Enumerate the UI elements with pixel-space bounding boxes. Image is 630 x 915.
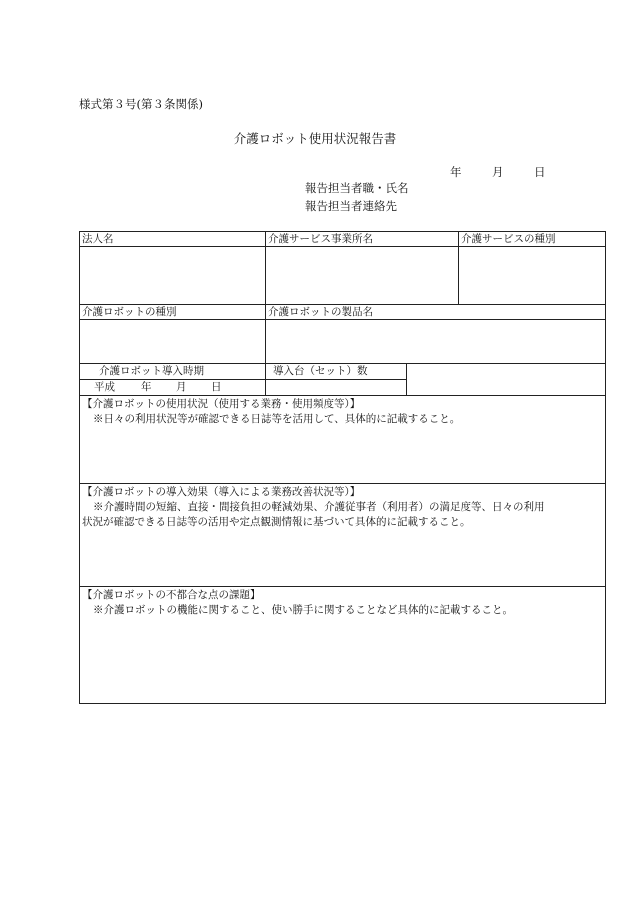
robot-type-label: 介護ロボットの種別 <box>82 306 177 318</box>
table-border-right <box>605 231 606 704</box>
intro-period-label: 介護ロボット導入時期 <box>99 365 204 377</box>
date-day: 日 <box>534 165 546 179</box>
service-type-field[interactable] <box>459 247 605 304</box>
facility-label: 介護サービス事業所名 <box>268 233 373 245</box>
report-date <box>450 167 546 179</box>
section-divider <box>79 586 606 587</box>
reporter-contact-label: 報告担当者連絡先 <box>305 199 397 213</box>
product-name-field[interactable] <box>266 320 605 363</box>
usage-heading: 【介護ロボットの使用状況（使用する業務・使用頻度等）】 <box>82 398 361 410</box>
issues-note: ※介護ロボットの機能に関すること、使い勝手に関することなど具体的に記載すること。 <box>93 604 513 616</box>
unit-count-label: 導入台（セット）数 <box>273 365 368 377</box>
effect-note-line2: 状況が確認できる日誌等の活用や定点観測情報に基づいて具体的に記載すること。 <box>82 516 471 528</box>
intro-date[interactable] <box>94 381 222 394</box>
intro-date-month: 月 <box>176 381 187 393</box>
usage-note: ※日々の利用状況等が確認できる日誌等を活用して、具体的に記載すること。 <box>93 413 461 425</box>
table-border-bottom <box>79 703 606 704</box>
table-border-top <box>79 231 606 232</box>
section-divider <box>79 483 606 484</box>
unit-count-extra-field[interactable] <box>407 364 605 395</box>
form-number: 様式第３号(第３条関係) <box>79 97 203 111</box>
facility-field[interactable] <box>266 247 458 304</box>
document-title: 介護ロボット使用状況報告書 <box>233 131 397 146</box>
product-name-label: 介護ロボットの製品名 <box>268 306 373 318</box>
date-month: 月 <box>492 165 504 179</box>
row-divider <box>79 395 606 396</box>
unit-count-field[interactable] <box>266 380 406 395</box>
corporation-field[interactable] <box>80 247 265 304</box>
effect-note-line1: ※介護時間の短縮、直接・間接負担の軽減効果、介護従事者（利用者）の満足度等、日々の利用 <box>93 501 545 513</box>
corporation-label: 法人名 <box>82 233 114 245</box>
date-year: 年 <box>450 165 462 179</box>
intro-date-day: 日 <box>211 381 222 393</box>
intro-date-era: 平成 <box>94 381 115 393</box>
reporter-name-label: 報告担当者職・氏名 <box>305 181 409 195</box>
effect-heading: 【介護ロボットの導入効果（導入による業務改善状況等）】 <box>82 486 361 498</box>
intro-date-year: 年 <box>141 381 152 393</box>
row-divider <box>79 304 606 305</box>
issues-field[interactable] <box>80 619 605 703</box>
robot-type-field[interactable] <box>80 320 265 363</box>
effect-field[interactable] <box>80 531 605 586</box>
usage-field[interactable] <box>80 428 605 483</box>
service-type-label: 介護サービスの種別 <box>461 233 556 245</box>
issues-heading: 【介護ロボットの不都合な点の課題】 <box>82 589 261 601</box>
